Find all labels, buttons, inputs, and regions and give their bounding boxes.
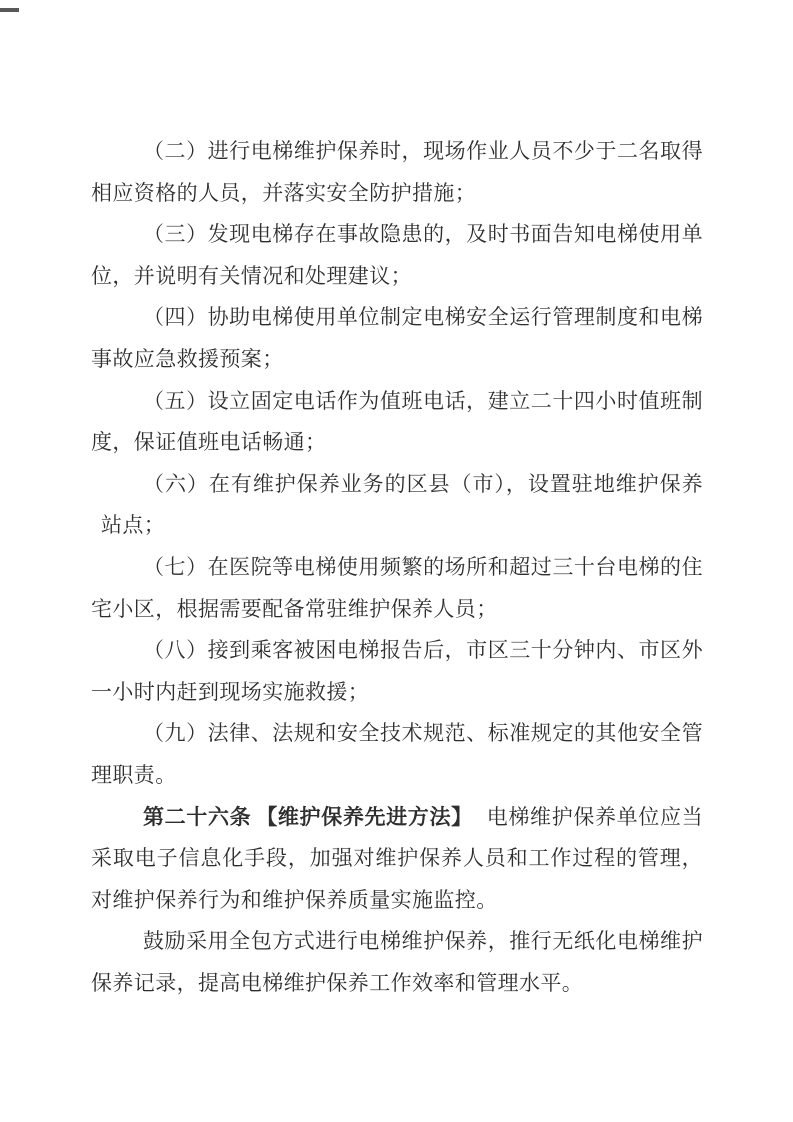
document-line: 理职责。 — [91, 762, 177, 787]
article-title: 【维护保养先进方法】 — [256, 805, 473, 829]
document-line: （四）协助电梯使用单位制定电梯安全运行管理制度和电梯 — [143, 305, 703, 330]
paragraph-item-8 — [91, 630, 703, 713]
document-line: 保养记录，提高电梯维护保养工作效率和管理水平。 — [91, 970, 584, 995]
document-line: （三）发现电梯存在事故隐患的，及时书面告知电梯使用单 — [143, 222, 703, 247]
document-line: （九）法律、法规和安全技术规范、标准规定的其他安全管 — [143, 721, 703, 746]
document-line: 位，并说明有关情况和处理建议； — [91, 263, 412, 288]
paragraph-item-5 — [91, 381, 703, 464]
article-heading-rest: 电梯维护保养单位应当 — [486, 804, 703, 829]
document-line: 一小时内赶到现场实施救援； — [91, 679, 370, 704]
document-line: 事故应急救援预案； — [91, 346, 284, 371]
document-line: 宅小区，根据需要配备常驻维护保养人员； — [91, 596, 498, 621]
scan-artifact-mark — [0, 8, 19, 12]
paragraph-item-2 — [91, 131, 703, 214]
document-line: （二）进行电梯维护保养时，现场作业人员不少于二名取得 — [143, 139, 703, 163]
paragraph-item-9 — [91, 713, 703, 796]
paragraph-item-6 — [91, 464, 703, 547]
document-line: 相应资格的人员，并落实安全防护措施； — [91, 180, 477, 205]
document-line: 对维护保养行为和维护保养质量实施监控。 — [91, 887, 498, 912]
document-line: （五）设立固定电话作为值班电话，建立二十四小时值班制 — [143, 388, 703, 413]
document-line: （六）在有维护保养业务的区县（市），设置驻地维护保养 — [143, 471, 703, 496]
paragraph-item-7 — [91, 547, 703, 630]
document-line: （七）在医院等电梯使用频繁的场所和超过三十台电梯的住 — [143, 554, 703, 579]
paragraph-article-26 — [91, 797, 703, 922]
document-line: （八）接到乘客被困电梯报告后，市区三十分钟内、市区外 — [143, 638, 703, 663]
paragraph-item-3 — [91, 214, 703, 297]
paragraph-item-4 — [91, 297, 703, 380]
document-line: 鼓励采用全包方式进行电梯维护保养，推行无纸化电梯维护 — [143, 929, 703, 954]
article-number: 第二十六条 — [143, 805, 252, 829]
paragraph-closing — [91, 921, 703, 1004]
document-text-block — [91, 131, 703, 1004]
article-heading-line — [91, 797, 703, 839]
document-line: 站点； — [101, 513, 166, 538]
document-line: 度，保证值班电话畅通； — [91, 430, 327, 455]
document-line: 采取电子信息化手段，加强对维护保养人员和工作过程的管理， — [91, 846, 703, 871]
